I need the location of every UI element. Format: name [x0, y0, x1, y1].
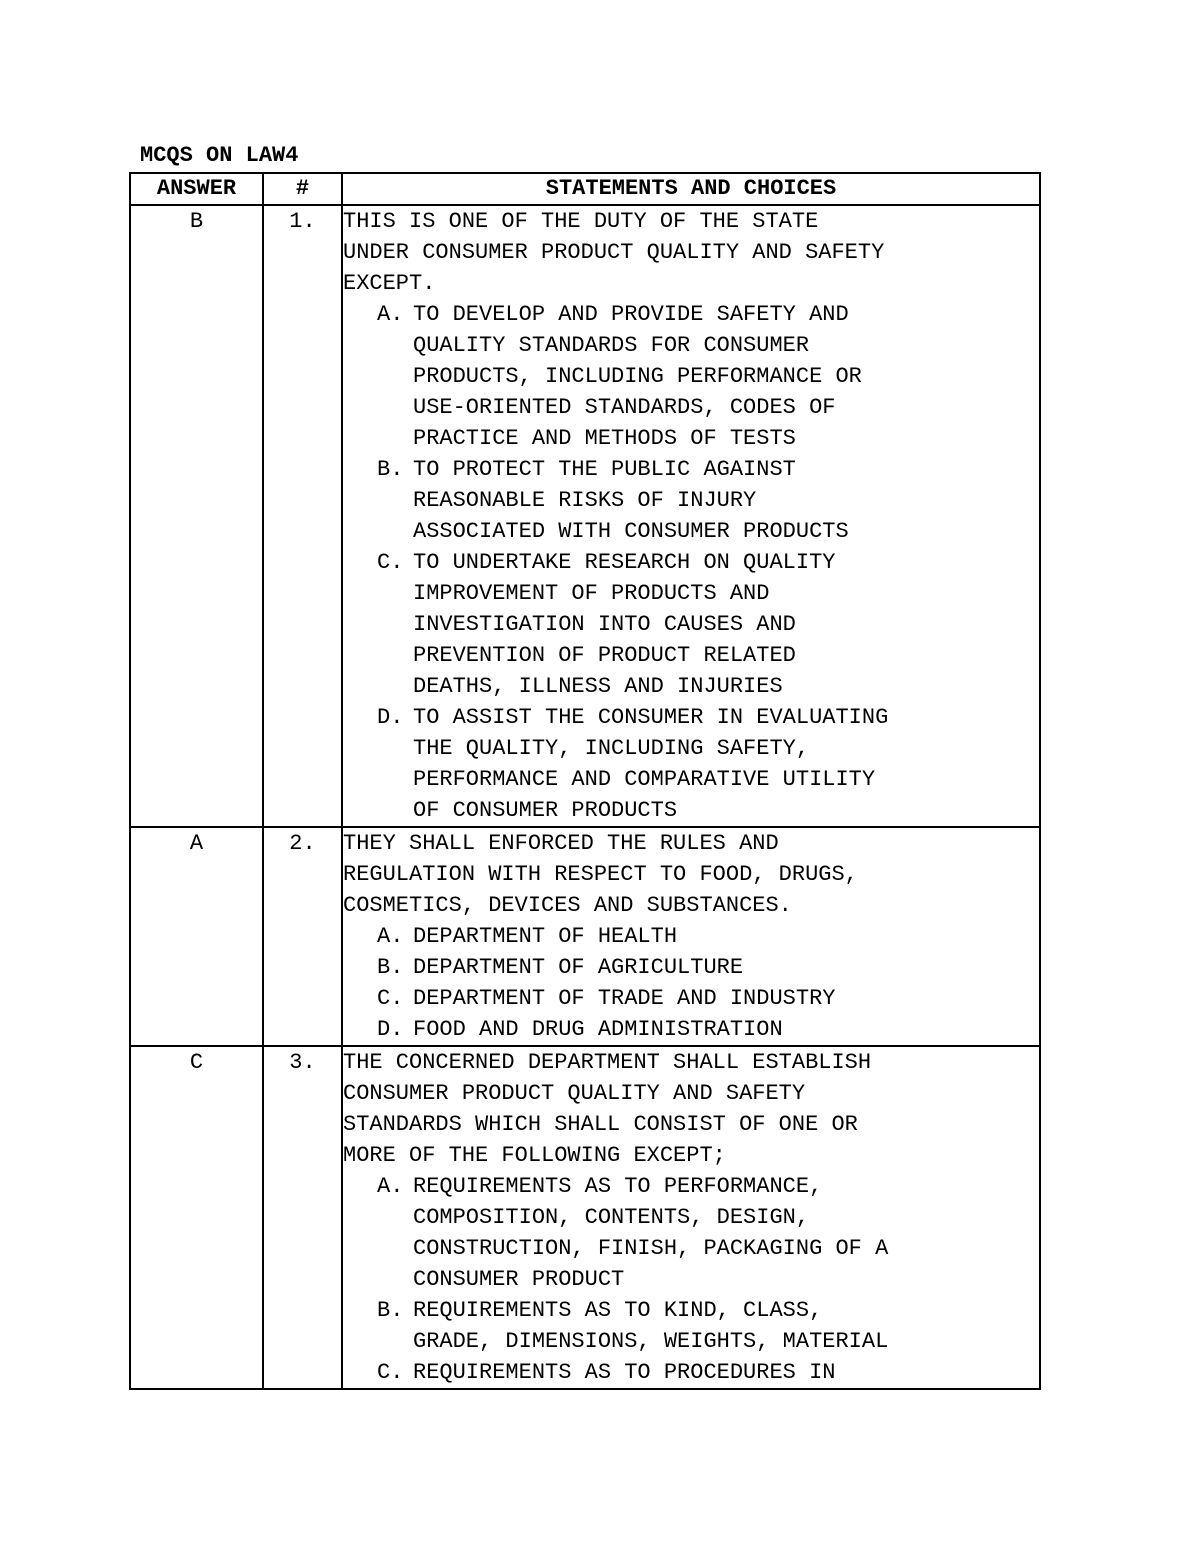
choice-letter: D.: [377, 1017, 404, 1042]
choice-item: [343, 299, 1039, 454]
question-statement: THE CONCERNED DEPARTMENT SHALL ESTABLISH CONSUMER PRODUCT QUALITY AND SAFETY STANDARDS WHICH SHALL CONSIST OF ONE OR MORE OF THE FOLLOWING EXCEPT;: [343, 1050, 872, 1168]
choice-text: TO DEVELOP AND PROVIDE SAFETY AND QUALITY STANDARDS FOR CONSUMER PRODUCTS, INCLUDING PERFORMANCE OR USE-ORIENTED STANDARDS, CODES OF PRACTICE AND METHODS OF TESTS: [413, 302, 862, 451]
header-answer: ANSWER: [130, 173, 263, 205]
statement-cell: [342, 1046, 1040, 1389]
choice-letter: C.: [377, 550, 404, 575]
table-row: [130, 205, 1040, 827]
choice-letter: A.: [377, 1174, 404, 1199]
question-number-cell: 2.: [263, 827, 342, 1046]
mcq-table: [129, 172, 1041, 1390]
choice-text: TO UNDERTAKE RESEARCH ON QUALITY IMPROVEMENT OF PRODUCTS AND INVESTIGATION INTO CAUSES AND PREVENTION OF PRODUCT RELATED DEATHS, ILLNESS AND INJURIES: [413, 550, 836, 699]
choice-letter: B.: [377, 1298, 404, 1323]
header-number: #: [263, 173, 342, 205]
choice-letter: A.: [377, 302, 404, 327]
choice-item: [343, 1171, 1039, 1295]
document-title: MCQS ON LAW4: [140, 143, 299, 168]
answer-cell: B: [130, 205, 263, 827]
choice-item: [343, 921, 1039, 952]
choice-item: [343, 702, 1039, 826]
choice-item: [343, 454, 1039, 547]
choice-text: TO PROTECT THE PUBLIC AGAINST REASONABLE RISKS OF INJURY ASSOCIATED WITH CONSUMER PRODUCTS: [413, 457, 849, 544]
choice-item: [343, 1357, 1039, 1388]
choice-letter: D.: [377, 705, 404, 730]
choice-letter: A.: [377, 924, 404, 949]
choice-text: DEPARTMENT OF HEALTH: [413, 924, 678, 949]
header-statement: STATEMENTS AND CHOICES: [342, 173, 1040, 205]
choice-letter: B.: [377, 955, 404, 980]
statement-cell: [342, 205, 1040, 827]
choice-text: TO ASSIST THE CONSUMER IN EVALUATING THE QUALITY, INCLUDING SAFETY, PERFORMANCE AND COMPARATIVE UTILITY OF CONSUMER PRODUCTS: [413, 705, 889, 823]
choice-letter: C.: [377, 1360, 404, 1385]
choice-text: DEPARTMENT OF AGRICULTURE: [413, 955, 744, 980]
choice-item: [343, 1014, 1039, 1045]
choice-text: REQUIREMENTS AS TO PROCEDURES IN: [413, 1360, 836, 1385]
question-statement: THEY SHALL ENFORCED THE RULES AND REGULATION WITH RESPECT TO FOOD, DRUGS, COSMETICS, DEVICES AND SUBSTANCES.: [343, 831, 858, 918]
choice-text: REQUIREMENTS AS TO KIND, CLASS, GRADE, DIMENSIONS, WEIGHTS, MATERIAL: [413, 1298, 889, 1354]
question-number-cell: 3.: [263, 1046, 342, 1389]
table-row: [130, 1046, 1040, 1389]
choice-letter: B.: [377, 457, 404, 482]
choice-text: FOOD AND DRUG ADMINISTRATION: [413, 1017, 783, 1042]
statement-cell: [342, 827, 1040, 1046]
answer-cell: A: [130, 827, 263, 1046]
choice-text: DEPARTMENT OF TRADE AND INDUSTRY: [413, 986, 836, 1011]
question-statement: THIS IS ONE OF THE DUTY OF THE STATE UNDER CONSUMER PRODUCT QUALITY AND SAFETY EXCEPT.: [343, 209, 885, 296]
choice-letter: C.: [377, 986, 404, 1011]
choice-item: [343, 983, 1039, 1014]
table-row: [130, 827, 1040, 1046]
choice-item: [343, 1295, 1039, 1357]
question-number-cell: 1.: [263, 205, 342, 827]
table-header-row: [130, 173, 1040, 205]
choice-item: [343, 952, 1039, 983]
table-body: [130, 205, 1040, 1389]
choice-item: [343, 547, 1039, 702]
answer-cell: C: [130, 1046, 263, 1389]
choice-text: REQUIREMENTS AS TO PERFORMANCE, COMPOSITION, CONTENTS, DESIGN, CONSTRUCTION, FINISH, PACKAGING OF A CONSUMER PRODUCT: [413, 1174, 889, 1292]
